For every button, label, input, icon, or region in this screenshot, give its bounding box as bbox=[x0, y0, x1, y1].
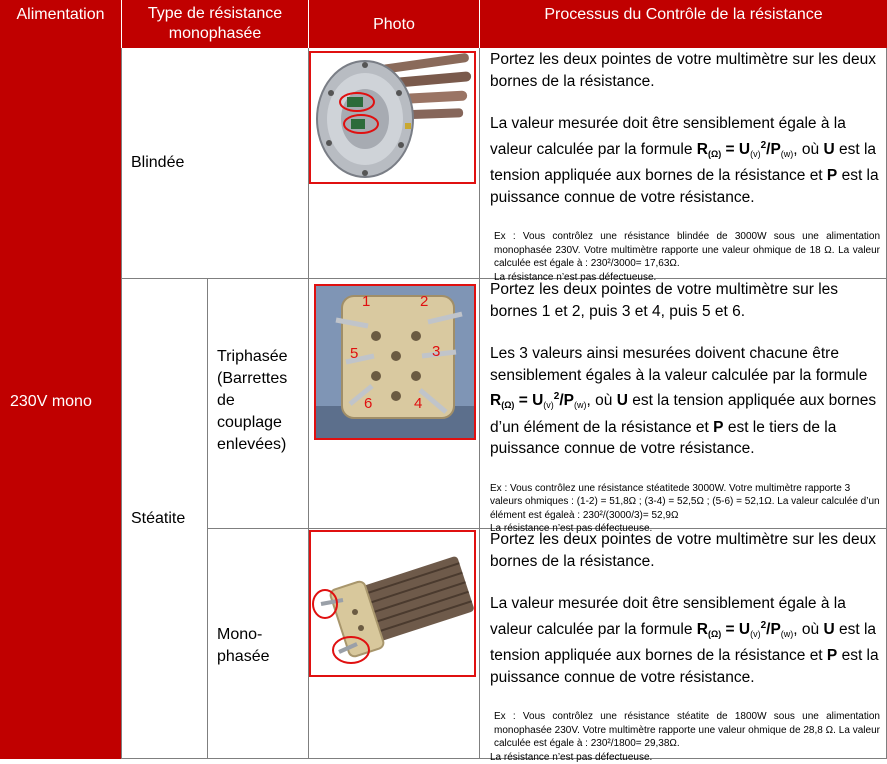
process-monophasee-example: Ex : Vous contrôlez une résistance stéatite de 1800W sous une alimentation monophasée 230V. Votre multimètre rapporte une valeur ohmique de 28,8 Ω. La valeur calculée est égale à : 230²/1800= 29,38Ω. bbox=[490, 710, 880, 751]
formula-part: R bbox=[697, 621, 708, 638]
formula-part: / bbox=[559, 392, 563, 409]
process-triphasee bbox=[490, 279, 880, 536]
text-segment: est la puissance connue de votre résistance. bbox=[490, 167, 879, 206]
text-segment: La valeur mesurée doit être sensiblement égale à la valeur calculée par la formule bbox=[490, 595, 846, 638]
formula-part: (Ω) bbox=[708, 629, 721, 639]
alimentation-cell bbox=[0, 48, 121, 759]
borne-number: 6 bbox=[364, 395, 372, 412]
header-processus bbox=[480, 0, 887, 48]
photo-steatite-triphasee bbox=[314, 284, 476, 440]
formula-part: U bbox=[617, 392, 628, 409]
process-monophasee-conclusion: La résistance n’est pas défectueuse. bbox=[490, 751, 880, 764]
text-segment: est la tension appliquée aux bornes de la résistance et bbox=[490, 621, 876, 665]
text-segment: est le tiers de la puissance connue de votre résistance. bbox=[490, 419, 836, 458]
monophasee-heater-image bbox=[311, 532, 474, 675]
triphasee-heater-image bbox=[316, 286, 474, 438]
formula-part: R bbox=[697, 141, 708, 158]
text-segment: La valeur mesurée doit être sensiblement égale à la valeur calculée par la formule bbox=[490, 115, 846, 158]
text-segment: où bbox=[798, 621, 824, 638]
formula-part: R bbox=[490, 392, 501, 409]
formula-part: P bbox=[827, 167, 837, 184]
borne-number: 1 bbox=[362, 293, 370, 310]
borne-number: 5 bbox=[350, 345, 358, 362]
alimentation-value: 230V mono bbox=[10, 393, 92, 411]
formula-part: P bbox=[770, 141, 780, 158]
header-processus-text: Processus du Contrôle de la résistance bbox=[544, 6, 822, 23]
text-segment: Les 3 valeurs ainsi mesurées doivent chacune être sensiblement égales à la valeur calculée par la formule bbox=[490, 345, 867, 384]
formula-part: U bbox=[532, 392, 543, 409]
formula-part: = bbox=[721, 621, 739, 638]
formula-part: (v) bbox=[543, 400, 554, 410]
formula-part: U bbox=[823, 621, 834, 638]
header-type-text: Type de résistance monophasée bbox=[148, 5, 282, 42]
process-monophasee-step1: Portez les deux pointes de votre multimètre sur les deux bornes de la résistance. bbox=[490, 529, 880, 572]
formula-part: / bbox=[766, 621, 770, 638]
formula-part: (Ω) bbox=[708, 149, 721, 159]
formula-part: P bbox=[770, 621, 780, 638]
text-segment: est la puissance connue de votre résistance. bbox=[490, 647, 879, 686]
process-triphasee-conclusion: La résistance n’est pas défectueuse. bbox=[490, 522, 880, 536]
header-alimentation bbox=[0, 0, 121, 48]
formula-part: P bbox=[564, 392, 574, 409]
formula-part: / bbox=[766, 141, 770, 158]
borne-number: 4 bbox=[414, 395, 422, 412]
process-monophasee-step2 bbox=[490, 593, 880, 688]
subtype-label-triphasee: Triphasée (Barrettes de couplage enlevées) bbox=[217, 346, 303, 456]
process-triphasee-example: Ex : Vous contrôlez une résistance stéatitede 3000W. Votre multimètre rapporte 3 valeurs ohmiques : (1-2) = 51,8Ω ; (3-4) = 52,5Ω ; (5-6) = 52,1Ω. La valeur calculée d’un élément est égaleà : 230²/(3000/3)= 52,9Ω bbox=[490, 482, 880, 523]
formula-part: (w) bbox=[781, 149, 794, 159]
formula-part: (v) bbox=[750, 629, 761, 639]
text-segment: est la tension appliquée aux bornes de la résistance et bbox=[490, 141, 876, 185]
type-label-steatite: Stéatite bbox=[131, 508, 185, 530]
formula-part: 2 bbox=[761, 620, 767, 631]
process-blindee bbox=[490, 49, 880, 284]
process-blindee-step1: Portez les deux pointes de votre multimètre sur les deux bornes de la résistance. bbox=[490, 49, 880, 92]
formula-r bbox=[697, 141, 750, 158]
text-segment: où bbox=[798, 141, 824, 158]
borne-number: 3 bbox=[432, 343, 440, 360]
photo-steatite-monophasee bbox=[309, 530, 476, 677]
text-segment: est la tension appliquée aux bornes d’un élément de la résistance et bbox=[490, 392, 876, 436]
formula-part: (w) bbox=[574, 400, 587, 410]
subtype-label-monophasee: Mono-phasée bbox=[217, 624, 287, 668]
process-triphasee-step1: Portez les deux pointes de votre multimètre sur les bornes 1 et 2, puis 3 et 4, puis 5 et 6. bbox=[490, 279, 880, 322]
formula-part: U bbox=[823, 141, 834, 158]
formula-part: 2 bbox=[554, 391, 560, 402]
header-photo-text: Photo bbox=[373, 16, 415, 33]
header-type bbox=[122, 0, 308, 48]
formula-part: = bbox=[721, 141, 739, 158]
formula-part: 2 bbox=[761, 140, 767, 151]
formula-r bbox=[490, 392, 543, 409]
photo-blindee bbox=[309, 51, 476, 184]
process-blindee-conclusion: La résistance n’est pas défectueuse. bbox=[490, 271, 880, 285]
process-triphasee-step2 bbox=[490, 343, 880, 460]
formula-part: U bbox=[739, 621, 750, 638]
header-photo bbox=[309, 0, 479, 48]
grid-line bbox=[479, 48, 480, 759]
type-label-blindee: Blindée bbox=[131, 152, 184, 174]
text-segment: , bbox=[793, 621, 797, 638]
formula-part: (Ω) bbox=[501, 400, 514, 410]
grid-line bbox=[207, 278, 208, 759]
formula-part: P bbox=[827, 647, 837, 664]
formula-part: P bbox=[713, 419, 723, 436]
grid-line bbox=[121, 48, 122, 759]
blindee-heater-image bbox=[311, 53, 474, 182]
header-alimentation-text: Alimentation bbox=[16, 6, 104, 23]
process-monophasee bbox=[490, 529, 880, 764]
text-segment: , bbox=[793, 141, 797, 158]
formula-part: = bbox=[514, 392, 532, 409]
process-blindee-step2 bbox=[490, 113, 880, 208]
formula-part: (w) bbox=[781, 629, 794, 639]
formula-part: (v) bbox=[750, 149, 761, 159]
formula-part: U bbox=[739, 141, 750, 158]
text-segment: , où bbox=[587, 392, 617, 409]
borne-number: 2 bbox=[420, 293, 428, 310]
process-blindee-example: Ex : Vous contrôlez une résistance blindée de 3000W sous une alimentation monophasée 230V. Votre multimètre rapporte une valeur ohmique de 18 Ω. La valeur calculée est égale à : 230²/3000= 17,63Ω. bbox=[490, 230, 880, 271]
formula-r bbox=[697, 621, 750, 638]
